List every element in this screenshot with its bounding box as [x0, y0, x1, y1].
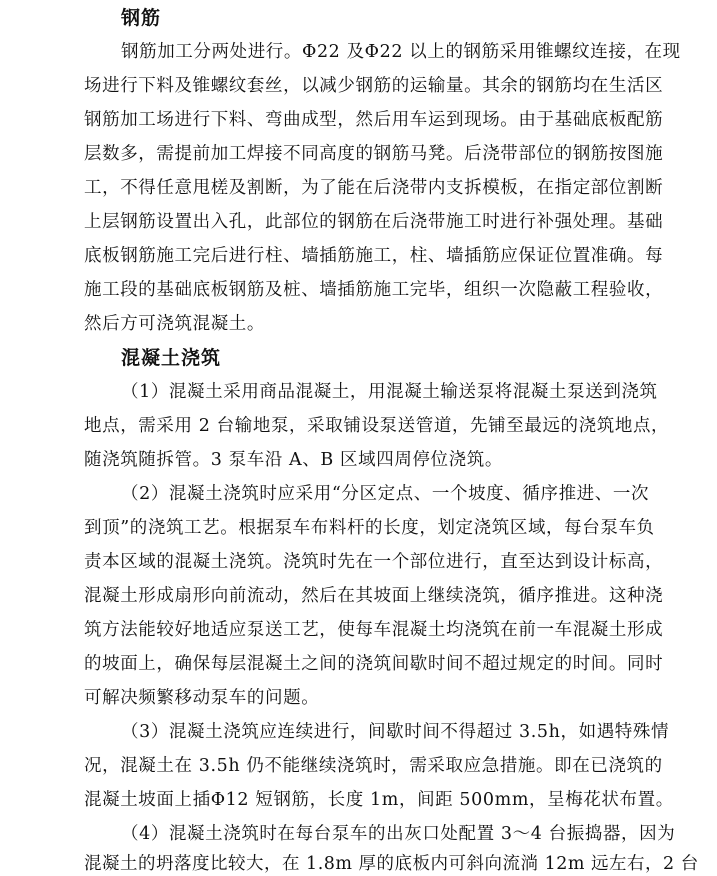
paragraph-line: 地点，需采用 2 台输地泵，采取铺设泵送管道，先铺至最远的浇筑地点，	[84, 416, 670, 436]
paragraph-line: 钢筋加工分两处进行。Φ22 及Φ22 以上的钢筋采用锥螺纹连接，在现	[121, 42, 681, 62]
paragraph-line: 混凝土形成扇形向前流动，然后在其坡面上继续浇筑，循序推进。这种浇	[84, 586, 664, 606]
paragraph-line: 施工段的基础底板钢筋及桩、墙插筋施工完毕，组织一次隐蔽工程验收，	[84, 280, 664, 300]
paragraph-line: 筑方法能较好地适应泵送工艺，使每车混凝土均浇筑在前一车混凝土形成	[84, 620, 664, 640]
paragraph-line: （4）混凝土浇筑时在每台泵车的出灰口处配置 3～4 台振捣器，因为	[121, 824, 676, 844]
paragraph-line: 况，混凝土在 3.5h 仍不能继续浇筑时，需采取应急措施。即在已浇筑的	[84, 756, 663, 776]
paragraph-line: （2）混凝土浇筑时应采用“分区定点、一个坡度、循序推进、一次	[121, 484, 650, 504]
paragraph-line: 混凝土坡面上插Φ12 短钢筋，长度 1m，间距 500mm，呈梅花状布置。	[84, 790, 674, 810]
section-heading-rebar: 钢筋	[121, 7, 162, 29]
paragraph-line: 层数多，需提前加工焊接不同高度的钢筋马凳。后浇带部位的钢筋按图施	[84, 144, 664, 164]
paragraph-line: 工，不得任意甩槎及割断，为了能在后浇带内支拆模板，在指定部位割断	[84, 178, 664, 198]
paragraph-line: 钢筋加工场进行下料、弯曲成型，然后用车运到现场。由于基础底板配筋	[84, 110, 664, 130]
paragraph-line: 混凝土的坍落度比较大，在 1.8m 厚的底板内可斜向流淌 12m 远左右，2 台	[84, 854, 699, 874]
paragraph-line: 的坡面上，确保每层混凝土之间的浇筑间歇时间不超过规定的时间。同时	[84, 654, 664, 674]
paragraph-line: 底板钢筋施工完后进行柱、墙插筋施工，柱、墙插筋应保证位置准确。每	[84, 246, 664, 266]
paragraph-line: 责本区域的混凝土浇筑。浇筑时先在一个部位进行，直至达到设计标高，	[84, 552, 664, 572]
paragraph-line: 上层钢筋设置出入孔，此部位的钢筋在后浇带施工时进行补强处理。基础	[84, 212, 664, 232]
paragraph-line: 场进行下料及锥螺纹套丝，以减少钢筋的运输量。其余的钢筋均在生活区	[84, 76, 664, 96]
section-heading-concrete: 混凝土浇筑	[121, 347, 222, 369]
paragraph-line: 随浇筑随拆管。3 泵车沿 A、B 区域四周停位浇筑。	[84, 450, 503, 470]
paragraph-line: （1）混凝土采用商品混凝土，用混凝土输送泵将混凝土泵送到浇筑	[121, 382, 658, 402]
paragraph-line: 到顶”的浇筑工艺。根据泵车布料杆的长度，划定浇筑区域，每台泵车负	[84, 518, 655, 538]
paragraph-line: 可解决频繁移动泵车的问题。	[84, 688, 320, 708]
paragraph-line: （3）混凝土浇筑应连续进行，间歇时间不得超过 3.5h，如遇特殊情	[121, 722, 670, 742]
paragraph-line: 然后方可浇筑混凝土。	[84, 314, 265, 334]
